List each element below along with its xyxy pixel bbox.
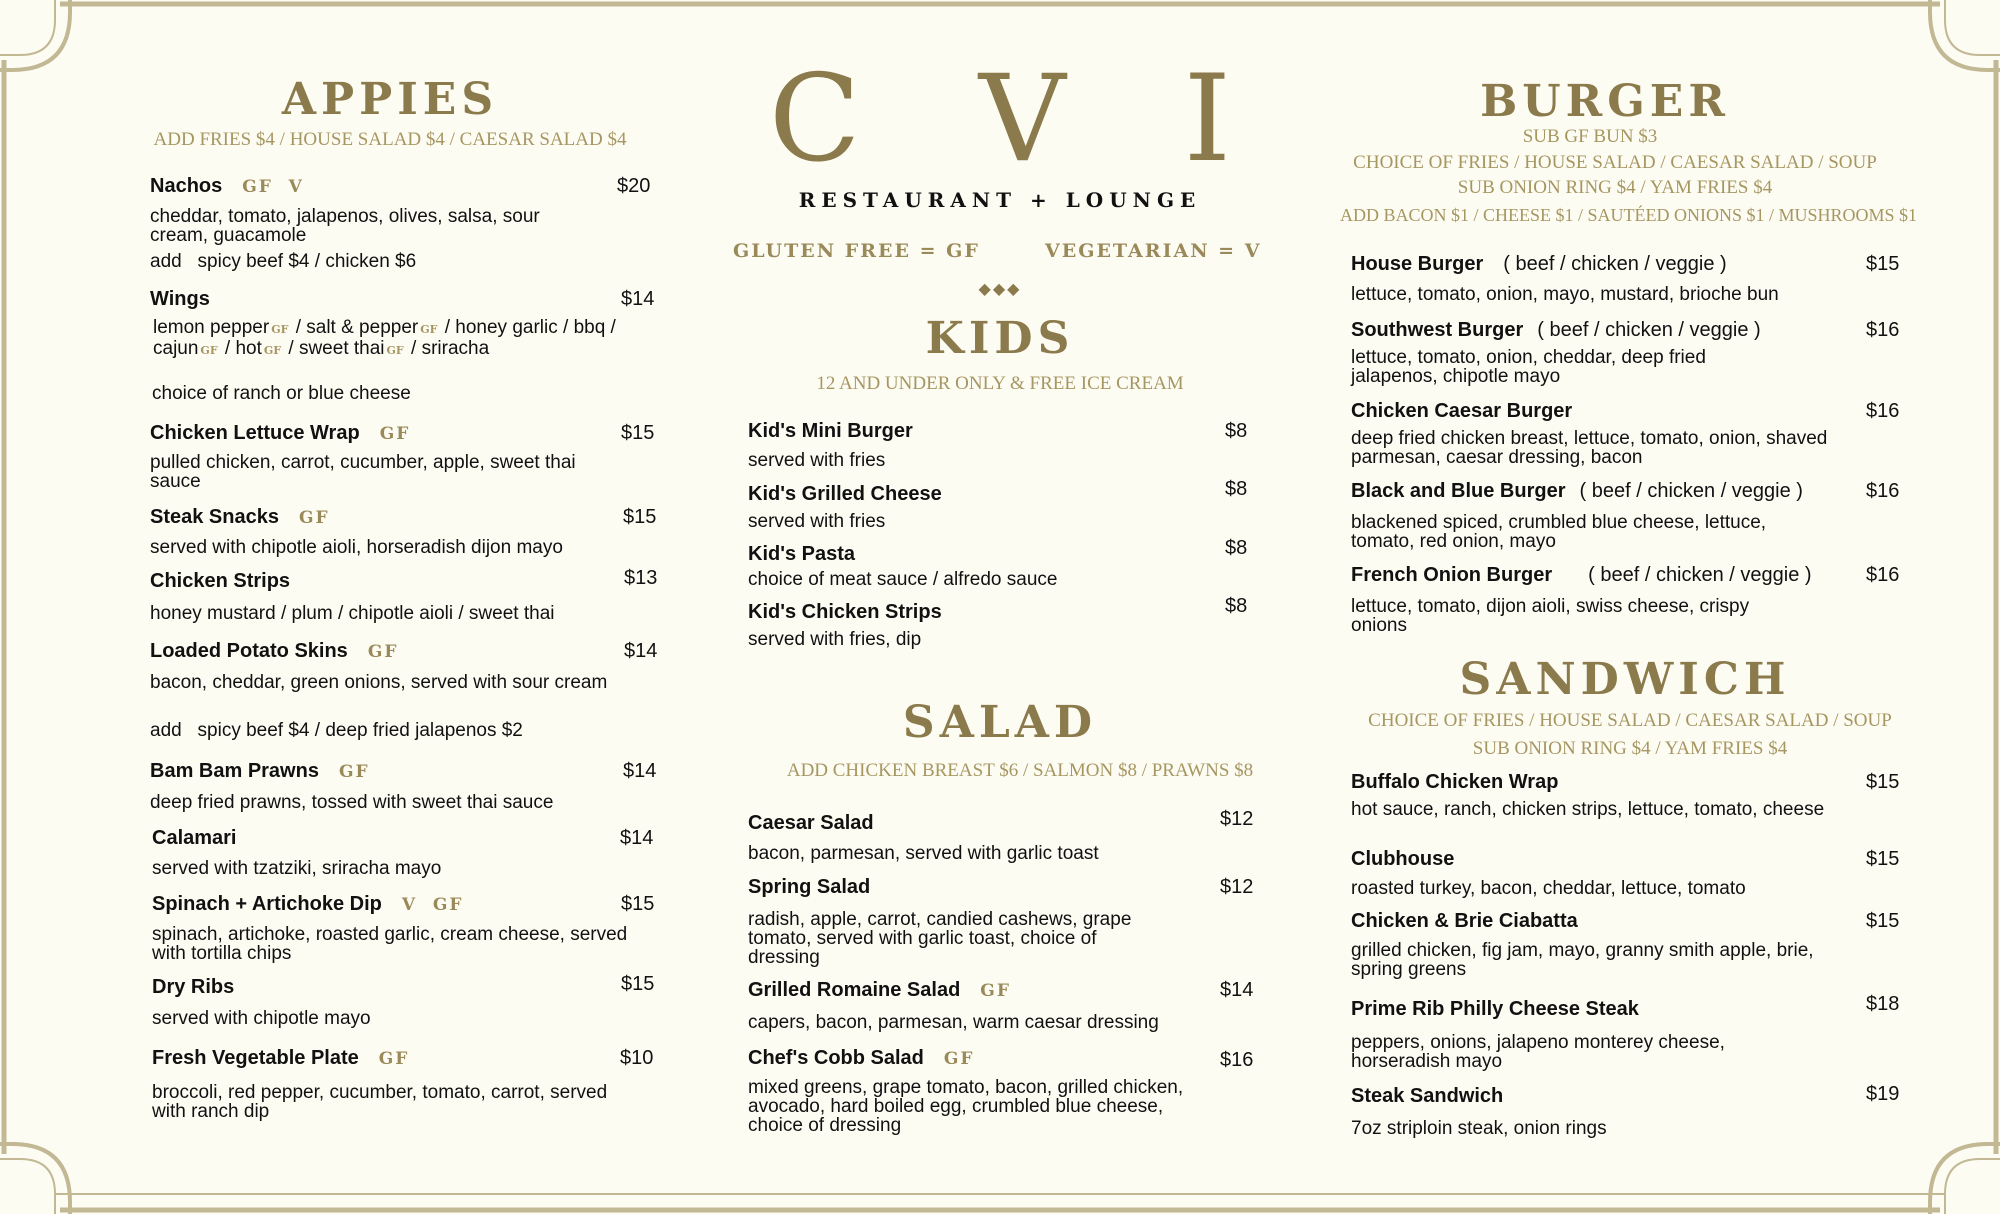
item-name: Dry Ribs — [152, 976, 235, 998]
item-description: honey mustard / plum / chipotle aioli / sweet thai — [150, 603, 555, 624]
item-price: $15 — [621, 893, 655, 915]
item-price: $16 — [1866, 480, 1900, 502]
burger-subtitle-1: SUB GF BUN $3 — [1522, 126, 1658, 147]
item-addon: add spicy beef $4 / chicken $6 — [150, 251, 417, 272]
item-name: Kid's Chicken Strips — [748, 601, 942, 623]
item-price: $16 — [1866, 564, 1900, 586]
item-name: Caesar Salad — [748, 812, 874, 834]
item-options: ( beef / chicken / veggie ) — [1503, 253, 1727, 275]
burger-subtitle-2: CHOICE OF FRIES / HOUSE SALAD / CAESAR SALAD / SOUP — [1353, 152, 1877, 173]
dietary-tag: GF — [980, 981, 1011, 1001]
item-price: $15 — [1866, 771, 1900, 793]
item-price: $16 — [1866, 319, 1900, 341]
dietary-tag: GF — [943, 1049, 975, 1069]
logo-title: C V I — [768, 50, 1272, 189]
item-description: blackened spiced, crumbled blue cheese, lettuce, tomato, red onion, mayo — [1351, 512, 1767, 552]
item-description: bacon, parmesan, served with garlic toast — [748, 843, 1099, 864]
item-description: served with fries — [748, 450, 886, 471]
appies-heading: APPIES — [281, 74, 499, 125]
item-options: ( beef / chicken / veggie ) — [1588, 564, 1812, 586]
item-name: Chef's Cobb Salad — [748, 1047, 924, 1069]
item-name: Chicken & Brie Ciabatta — [1351, 910, 1578, 932]
item-name: Kid's Mini Burger — [748, 420, 913, 442]
item-description: deep fried prawns, tossed with sweet thai sauce — [150, 792, 554, 813]
appies-subtitle: ADD FRIES $4 / HOUSE SALAD $4 / CAESAR SALAD $4 — [153, 129, 627, 150]
item-price: $15 — [1866, 848, 1900, 870]
item-price: $8 — [1225, 478, 1248, 500]
item-name: Loaded Potato Skins — [150, 640, 348, 662]
sandwich-subtitle-2: SUB ONION RING $4 / YAM FRIES $4 — [1472, 738, 1788, 759]
item-description: bacon, cheddar, green onions, served with sour cream — [150, 672, 608, 693]
item-price: $12 — [1220, 808, 1254, 830]
item-name: Steak Sandwich — [1351, 1085, 1504, 1107]
wing-flavors — [153, 318, 633, 360]
item-description: 7oz striploin steak, onion rings — [1351, 1118, 1607, 1139]
item-description: cheddar, tomato, jalapenos, olives, salsa, sour cream, guacamole — [150, 206, 540, 246]
item-name: Kid's Pasta — [748, 543, 856, 565]
item-description: hot sauce, ranch, chicken strips, lettuce, tomato, cheese — [1351, 799, 1825, 820]
item-name: Chicken Strips — [150, 570, 291, 592]
item-price: $14 — [621, 288, 655, 310]
dietary-tag: GF V — [242, 177, 304, 197]
item-price: $14 — [620, 827, 654, 849]
item-price: $12 — [1220, 876, 1254, 898]
item-name: Prime Rib Philly Cheese Steak — [1351, 998, 1639, 1020]
item-description: choice of ranch or blue cheese — [152, 383, 411, 404]
item-price: $13 — [624, 567, 658, 589]
item-description: radish, apple, carrot, candied cashews, grape tomato, served with garlic toast, choice of dressing — [748, 909, 1132, 968]
item-options: ( beef / chicken / veggie ) — [1579, 480, 1803, 502]
item-name: Fresh Vegetable Plate — [152, 1047, 359, 1069]
item-price: $8 — [1225, 420, 1248, 442]
item-name: Spinach + Artichoke Dip — [152, 893, 382, 915]
item-name: Kid's Grilled Cheese — [748, 483, 942, 505]
dietary-tag: V GF — [401, 895, 464, 915]
dietary-tag: GF — [338, 762, 370, 782]
item-name: Clubhouse — [1351, 848, 1455, 870]
item-name: Wings — [150, 288, 210, 310]
item-name: Spring Salad — [748, 876, 871, 898]
item-name: Chicken Caesar Burger — [1351, 400, 1573, 422]
flavor-text: lemon pepper — [153, 317, 270, 338]
item-addon: add spicy beef $4 / deep fried jalapenos $2 — [150, 720, 523, 741]
item-name: Nachos — [150, 175, 223, 197]
sandwich-heading: SANDWICH — [1459, 654, 1791, 705]
gf-tag: GF — [271, 323, 289, 336]
sandwich-subtitle-1: CHOICE OF FRIES / HOUSE SALAD / CAESAR SALAD / SOUP — [1368, 710, 1892, 731]
item-price: $8 — [1225, 595, 1248, 617]
logo-subtitle: RESTAURANT + LOUNGE — [798, 188, 1202, 212]
flavor-text: / salt & pepper — [295, 317, 419, 338]
item-description: roasted turkey, bacon, cheddar, lettuce, tomato — [1351, 878, 1746, 899]
item-options: ( beef / chicken / veggie ) — [1537, 319, 1761, 341]
item-price: $15 — [623, 506, 657, 528]
item-price: $14 — [623, 760, 657, 782]
item-description: mixed greens, grape tomato, bacon, grilled chicken, avocado, hard boiled egg, crumbled blue cheese, choice of dressing — [748, 1077, 1184, 1136]
item-description: grilled chicken, fig jam, mayo, granny smith apple, brie, spring greens — [1351, 940, 1814, 980]
gf-tag: GF — [420, 323, 438, 336]
item-price: $15 — [1866, 910, 1900, 932]
flavor-text: / sweet thai — [288, 338, 385, 359]
item-name: Bam Bam Prawns — [150, 760, 319, 782]
item-description: lettuce, tomato, onion, cheddar, deep fried jalapenos, chipotle mayo — [1351, 347, 1706, 387]
item-name: Southwest Burger — [1351, 319, 1524, 341]
item-price: $16 — [1866, 400, 1900, 422]
item-description: served with tzatziki, sriracha mayo — [152, 858, 442, 879]
burger-heading: BURGER — [1480, 76, 1730, 127]
item-price: $18 — [1866, 993, 1900, 1015]
dietary-tag: GF — [378, 1049, 410, 1069]
item-description: lettuce, tomato, onion, mayo, mustard, brioche bun — [1351, 284, 1779, 305]
item-name: Black and Blue Burger — [1351, 480, 1566, 502]
gf-tag: GF — [263, 344, 282, 357]
item-price: $20 — [617, 175, 651, 197]
item-description: served with fries — [748, 511, 886, 532]
legend-veg: VEGETARIAN = V — [1045, 240, 1262, 262]
item-price: $14 — [1220, 979, 1254, 1001]
gf-tag: GF — [386, 344, 404, 357]
dietary-tag: GF — [298, 508, 330, 528]
item-description: lettuce, tomato, dijon aioli, swiss cheese, crispy onions — [1351, 596, 1750, 636]
item-name: House Burger — [1351, 253, 1484, 275]
dietary-tag: GF — [379, 424, 411, 444]
salad-subtitle: ADD CHICKEN BREAST $6 / SALMON $8 / PRAWNS $8 — [786, 760, 1254, 781]
item-price: $16 — [1220, 1049, 1254, 1071]
item-description: served with chipotle mayo — [152, 1008, 371, 1029]
item-name: French Onion Burger — [1351, 564, 1553, 586]
item-price: $15 — [621, 422, 655, 444]
item-description: peppers, onions, jalapeno monterey cheese, horseradish mayo — [1351, 1032, 1725, 1072]
item-price: $8 — [1225, 537, 1248, 559]
item-name: Grilled Romaine Salad — [748, 979, 961, 1001]
kids-subtitle: 12 AND UNDER ONLY & FREE ICE CREAM — [816, 373, 1184, 394]
item-description: pulled chicken, carrot, cucumber, apple, sweet thai sauce — [150, 452, 576, 492]
item-price: $19 — [1866, 1083, 1900, 1105]
flavor-text: / hot — [224, 338, 262, 359]
item-name: Steak Snacks — [150, 506, 279, 528]
item-description: broccoli, red pepper, cucumber, tomato, carrot, served with ranch dip — [152, 1082, 608, 1122]
flavor-text: / honey garlic / bbq / cajun — [153, 317, 616, 359]
item-description: served with chipotle aioli, horseradish dijon mayo — [150, 537, 563, 558]
item-name: Calamari — [152, 827, 237, 849]
burger-subtitle-3: SUB ONION RING $4 / YAM FRIES $4 — [1457, 177, 1773, 198]
item-description: served with fries, dip — [748, 629, 922, 650]
burger-subtitle-4: ADD BACON $1 / CHEESE $1 / SAUTÉED ONIONS $1 / MUSHROOMS $1 — [1340, 205, 1918, 225]
item-description: deep fried chicken breast, lettuce, tomato, onion, shaved parmesan, caesar dressing, bacon — [1351, 428, 1828, 468]
item-description: spinach, artichoke, roasted garlic, cream cheese, served with tortilla chips — [152, 924, 628, 964]
dietary-tag: GF — [367, 642, 399, 662]
diamond-divider: ◆◆◆ — [978, 281, 1022, 298]
item-name: Buffalo Chicken Wrap — [1351, 771, 1559, 793]
salad-heading: SALAD — [902, 697, 1098, 748]
gf-tag: GF — [200, 344, 218, 357]
item-description: capers, bacon, parmesan, warm caesar dressing — [748, 1012, 1159, 1033]
item-price: $15 — [621, 973, 655, 995]
item-description: choice of meat sauce / alfredo sauce — [748, 569, 1058, 590]
item-price: $14 — [624, 640, 658, 662]
item-price: $15 — [1866, 253, 1900, 275]
legend-gf: GLUTEN FREE = GF — [733, 240, 980, 262]
kids-heading: KIDS — [925, 313, 1075, 364]
item-name: Chicken Lettuce Wrap — [150, 422, 360, 444]
item-price: $10 — [620, 1047, 654, 1069]
flavor-text: / sriracha — [411, 338, 490, 359]
